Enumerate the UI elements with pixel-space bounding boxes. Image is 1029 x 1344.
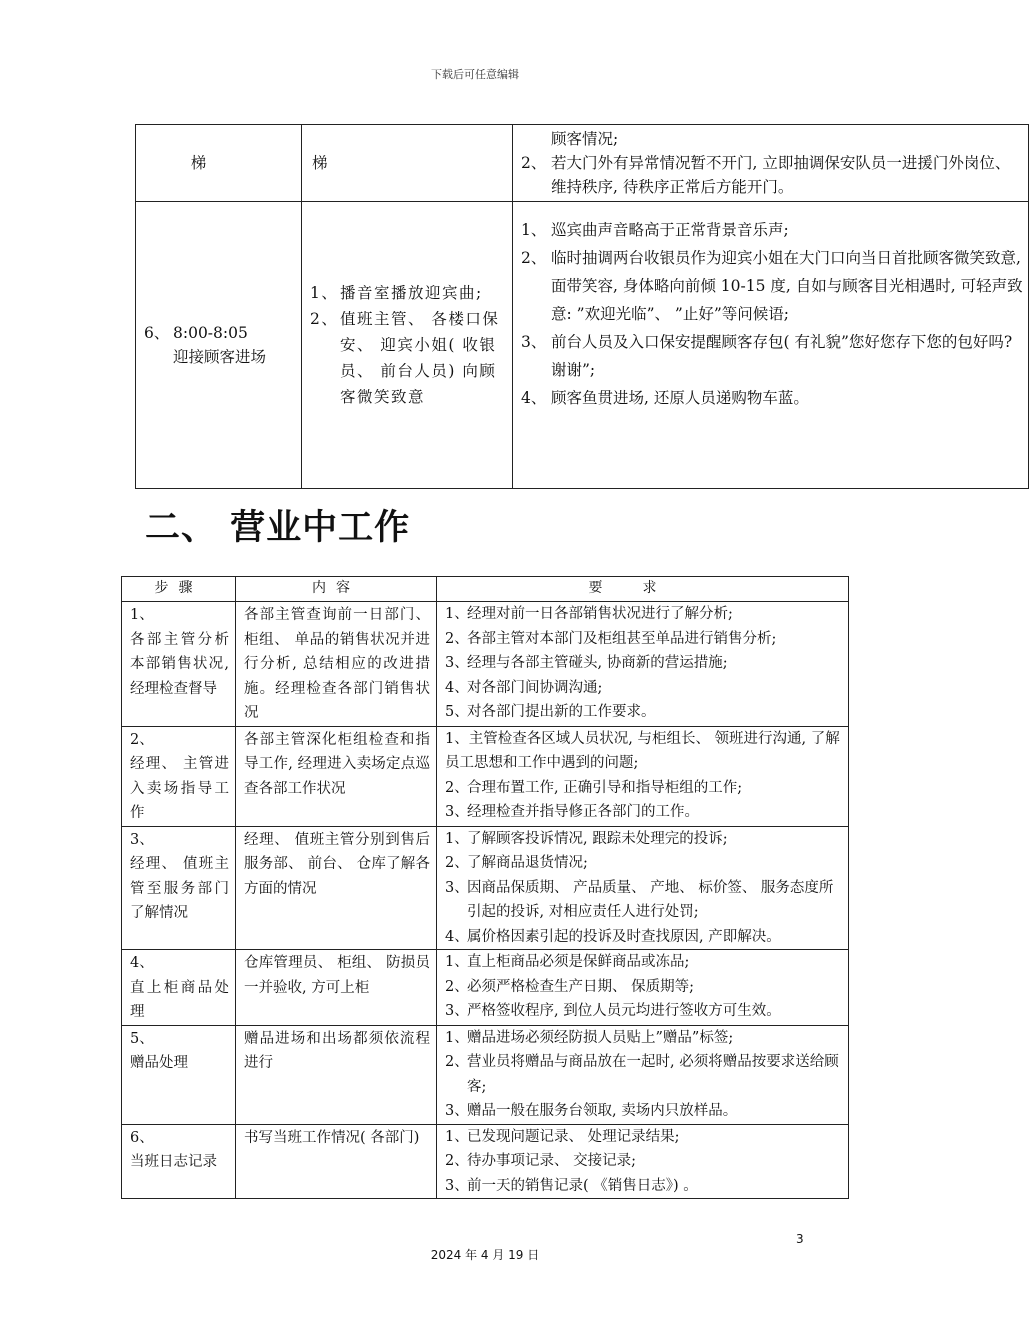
item-text: 顾客鱼贯进场, 还原人员递购物车蓝。	[551, 389, 809, 407]
content-text: 赠品进场和出场都须依流程进行	[244, 1030, 430, 1071]
list-item	[437, 925, 848, 950]
item-text: 经理对前一日各部销售状况进行了解分析;	[467, 606, 733, 622]
top-table-continued	[135, 124, 1029, 489]
step-text: 当班日志记录	[130, 1154, 217, 1170]
requirement-cell	[437, 950, 849, 1026]
list-item	[437, 1099, 848, 1124]
header-content: 内容	[236, 577, 437, 602]
step-cell	[122, 602, 236, 727]
section-title: 二、 营业中工作	[145, 508, 411, 548]
step-cell: 梯	[136, 125, 302, 202]
step-cell	[122, 950, 236, 1026]
step-cell	[136, 202, 302, 489]
table-row	[122, 950, 849, 1026]
business-hours-table	[121, 576, 849, 1199]
content-text: 书写当班工作情况( 各部门)	[244, 1129, 420, 1146]
list-item	[437, 999, 848, 1024]
requirement-cell	[437, 1025, 849, 1124]
list-item	[437, 827, 848, 852]
list-item	[437, 627, 848, 652]
item-text: 前一天的销售记录( 《销售日志》) 。	[467, 1177, 698, 1194]
item-text: 顾客情况;	[551, 130, 619, 148]
content-cell	[236, 950, 437, 1026]
step-number: 1、	[130, 607, 154, 623]
list-item	[513, 328, 1028, 384]
list-item	[513, 384, 1028, 412]
requirement-cell	[513, 202, 1029, 489]
item-text: 经理与各部主管碰头, 协商新的营运措施;	[467, 655, 728, 671]
item-number: 1、	[445, 830, 469, 847]
list-item	[437, 876, 848, 925]
requirement-cell	[437, 826, 849, 950]
requirement-list	[437, 1026, 848, 1124]
item-text: 巡宾曲声音略高于正常背景音乐声;	[551, 221, 789, 239]
item-text: 对各部门间协调沟通;	[467, 679, 603, 696]
item-number: 5、	[445, 704, 469, 720]
list-item	[513, 244, 1028, 328]
item-text: 主管检查各区域人员状况, 与柜组长、 领班进行沟通, 了解员工思想和工作中遇到的问题;	[445, 730, 840, 771]
content-text: 各部主管查询前一日部门、 柜组、 单品的销售状况并进行分析, 总结相应的改进措施。经理检查各部门销售状况	[244, 607, 430, 721]
list-item	[437, 950, 848, 975]
item-number: 1、	[310, 284, 339, 302]
item-text: 待办事项记录、 交接记录;	[467, 1153, 636, 1169]
item-number: 1、	[521, 221, 547, 239]
table-header-row	[122, 577, 849, 602]
list-item	[437, 727, 848, 776]
requirement-list	[437, 1125, 848, 1199]
step-text: 赠品处理	[130, 1055, 188, 1071]
item-number: 3、	[521, 333, 547, 351]
item-text: 赠品一般在服务台领取, 卖场内只放样品。	[467, 1103, 738, 1119]
requirement-cell	[437, 602, 849, 727]
footer-date: 2024 年 4 月 19 日	[430, 1248, 540, 1262]
item-number: 3、	[445, 1003, 469, 1019]
list-item	[302, 306, 512, 410]
list-item	[437, 1174, 848, 1199]
item-number: 4、	[445, 679, 469, 696]
step-cell	[122, 1124, 236, 1199]
requirement-cell	[437, 726, 849, 826]
content-cell	[302, 202, 513, 489]
item-number: 2、	[445, 779, 469, 796]
item-text: 已发现问题记录、 处理记录结果;	[467, 1128, 680, 1145]
list-item	[437, 1026, 848, 1051]
step-time: 8:00-8:05	[173, 324, 248, 342]
page-header: 下载后可任意编辑	[431, 68, 519, 81]
item-number: 2、	[521, 154, 547, 172]
header-step: 步骤	[122, 577, 236, 602]
item-text: 了解商品退货情况;	[467, 855, 588, 871]
item-number: 2、	[445, 978, 469, 995]
list-item	[437, 1149, 848, 1174]
list-item	[437, 800, 848, 825]
item-text: 严格签收程序, 到位人员元均进行签收方可生效。	[467, 1003, 781, 1019]
item-number: 4、	[521, 389, 547, 407]
requirement-cell	[437, 1124, 849, 1199]
header-requirement: 要求	[437, 577, 849, 602]
step-cell	[122, 726, 236, 826]
item-text: 营业员将赠品与商品放在一起时, 必须将赠品按要求送给顾客;	[467, 1054, 839, 1095]
step-cell	[122, 826, 236, 950]
item-number: 4、	[445, 928, 469, 945]
item-number: 2、	[445, 855, 469, 871]
step-label: 迎接顾客进场	[173, 348, 267, 366]
item-number: 2、	[521, 249, 547, 267]
list-item	[437, 676, 848, 701]
step-number: 2、	[130, 731, 154, 748]
item-number: 3、	[445, 804, 469, 820]
content-cell	[236, 726, 437, 826]
item-number: 2、	[445, 1153, 469, 1169]
step-number: 5、	[130, 1030, 154, 1047]
item-text: 若大门外有异常情况暂不开门, 立即抽调保安队员一进援门外岗位、 维持秩序, 待秩序正常后方能开门。	[551, 154, 1011, 196]
list-item	[437, 975, 848, 1000]
requirement-cell	[513, 125, 1029, 202]
content-cell	[236, 826, 437, 950]
item-text: 临时抽调两台收银员作为迎宾小姐在大门口向当日首批顾客微笑致意, 面带笑容, 身体略向前倾 10-15 度, 自如与顾客目光相遇时, 可轻声致意: ”欢迎光临”、 ”止好”等问候语;	[551, 249, 1023, 323]
item-text: 经理检查并指导修正各部门的工作。	[467, 804, 699, 820]
item-number: 3、	[445, 655, 469, 671]
item-text: 赠品进场必须经防损人员贴上”赠品”标签;	[467, 1029, 734, 1046]
list-item	[437, 602, 848, 627]
step-number: 3、	[130, 831, 154, 848]
list-item	[302, 280, 512, 306]
step-cell	[122, 1025, 236, 1124]
item-text: 必须严格检查生产日期、 保质期等;	[467, 978, 694, 995]
item-number: 2、	[310, 310, 339, 328]
step-number: 6、	[130, 1129, 154, 1146]
list-item	[513, 216, 1028, 244]
table-row	[136, 202, 1029, 489]
item-text: 各部主管对本部门及柜组甚至单品进行销售分析;	[467, 630, 777, 647]
table-row	[122, 826, 849, 950]
item-number: 3、	[445, 1103, 469, 1119]
content-text: 经理、 值班主管分别到售后服务部、 前台、 仓库了解各方面的情况	[244, 831, 430, 897]
requirement-list	[437, 950, 848, 1024]
item-number: 3、	[445, 1177, 469, 1194]
step-number: 4、	[130, 955, 154, 971]
item-number: 1、	[445, 730, 469, 747]
list-item	[437, 1125, 848, 1150]
item-text: 前台人员及入口保安提醒顾客存包( 有礼貌”您好您存下您的包好吗? 谢谢”;	[551, 333, 1013, 379]
item-number: 2、	[445, 630, 469, 647]
item-number: 1、	[445, 954, 469, 970]
item-text: 播音室播放迎宾曲;	[340, 284, 483, 302]
page-number: 3	[796, 1232, 804, 1246]
item-text: 合理布置工作, 正确引导和指导柜组的工作;	[467, 779, 743, 796]
content-list	[302, 280, 512, 410]
table-row	[122, 726, 849, 826]
step-text: 经理、 值班主管至服务部门了解情况	[130, 856, 229, 921]
item-number: 2、	[445, 1054, 469, 1070]
content-cell	[236, 602, 437, 727]
item-number: 1、	[445, 606, 469, 622]
requirement-list	[437, 827, 848, 950]
list-item	[437, 700, 848, 725]
step-text: 各部主管分析本部销售状况, 经理检查督导	[130, 631, 229, 697]
item-number: 3、	[445, 879, 469, 896]
content-cell	[236, 1124, 437, 1199]
item-text: 因商品保质期、 产品质量、 产地、 标价签、 服务态度所引起的投诉, 对相应责任人进行处罚;	[467, 879, 834, 920]
table-row	[122, 1025, 849, 1124]
step-text: 直上柜商品处理	[130, 979, 229, 1020]
item-text: 了解顾客投诉情况, 跟踪未处理完的投诉;	[467, 830, 728, 847]
list-item	[513, 127, 1028, 151]
table-row	[136, 125, 1029, 202]
item-text: 属价格因素引起的投诉及时查找原因, 产即解决。	[467, 928, 781, 945]
item-number: 1、	[445, 1128, 469, 1145]
item-number: 1、	[445, 1029, 469, 1046]
item-text: 对各部门提出新的工作要求。	[467, 704, 656, 720]
requirement-list	[437, 727, 848, 825]
content-cell: 梯	[302, 125, 513, 202]
table-row	[122, 602, 849, 727]
requirement-list	[513, 216, 1028, 412]
step-text: 经理、 主管进入卖场指导工作	[130, 756, 229, 821]
item-text: 值班主管、 各楼口保安、 迎宾小姐( 收银员、 前台人员) 向顾客微笑致意	[340, 310, 500, 406]
table-row	[122, 1124, 849, 1199]
item-text: 直上柜商品必须是保鲜商品或冻品;	[467, 954, 690, 970]
list-item	[513, 151, 1028, 199]
list-item	[437, 851, 848, 876]
content-text: 仓库管理员、 柜组、 防损员一并验收, 方可上柜	[244, 955, 430, 996]
content-cell	[236, 1025, 437, 1124]
list-item	[437, 1050, 848, 1099]
content-text: 各部主管深化柜组检查和指导工作, 经理进入卖场定点巡查各部工作状况	[244, 731, 430, 797]
list-item	[437, 651, 848, 676]
requirement-list	[513, 127, 1028, 199]
step-number: 6、	[144, 324, 170, 342]
list-item	[437, 776, 848, 801]
requirement-list	[437, 602, 848, 725]
